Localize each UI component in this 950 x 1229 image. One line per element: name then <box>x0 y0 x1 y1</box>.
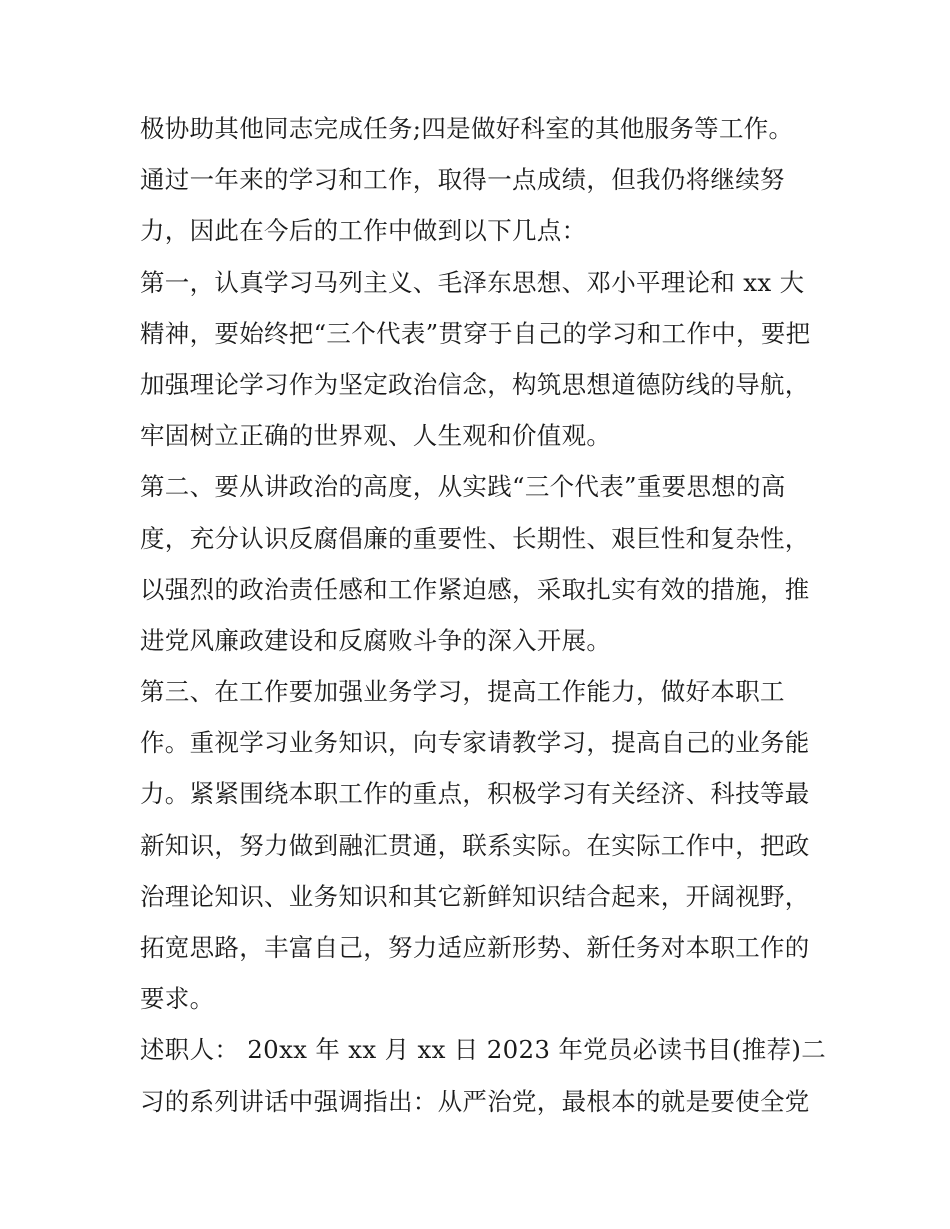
body-text <box>140 103 827 1127</box>
text-line: 力。紧紧围绕本职工作的重点，积极学习有关经济、科技等最 <box>140 779 810 809</box>
text-line: 通过一年来的学习和工作，取得一点成绩，但我仍将继续努 <box>140 165 785 195</box>
text-line: 极协助其他同志完成任务;四是做好科室的其他服务等工作。 <box>140 114 794 143</box>
text-line: 精神，要始终把“三个代表”贯穿于自己的学习和工作中，要把 <box>140 318 811 348</box>
text-line: 度，充分认识反腐倡廉的重要性、长期性、艰巨性和复杂性， <box>140 523 810 553</box>
text-line: 新知识，努力做到融汇贯通，联系实际。在实际工作中，把政 <box>140 830 810 860</box>
text-line: 拓宽思路，丰富自己，努力适应新形势、新任务对本职工作的 <box>140 933 810 962</box>
text-line: 作。重视学习业务知识，向专家请教学习，提高自己的业务能 <box>140 728 810 758</box>
text-line: 第二、要从讲政治的高度，从实践“三个代表”重要思想的高 <box>140 472 786 502</box>
text-line: 力，因此在今后的工作中做到以下几点： <box>140 216 587 246</box>
text-line: 以强烈的政治责任感和工作紧迫感，采取扎实有效的措施，推 <box>140 574 810 604</box>
text-line: 第一，认真学习马列主义、毛泽东思想、邓小平理论和 xx 大 <box>140 267 805 297</box>
text-line: 第三、在工作要加强业务学习，提高工作能力，做好本职工 <box>140 677 785 707</box>
text-line: 进党风廉政建设和反腐败斗争的深入开展。 <box>140 625 612 655</box>
text-line: 牢固树立正确的世界观、人生观和价值观。 <box>140 421 612 451</box>
text-line: 治理论知识、业务知识和其它新鲜知识结合起来，开阔视野， <box>140 881 810 911</box>
text-line: 习的系列讲话中强调指出：从严治党，最根本的就是要使全党 <box>140 1086 810 1116</box>
text-line: 加强理论学习作为坚定政治信念，构筑思想道德防线的导航， <box>140 369 810 399</box>
text-line: 要求。 <box>140 984 215 1014</box>
signature-line: 述职人： 20xx 年 xx 月 xx 日 2023 年党员必读书目(推荐)二 <box>140 1035 827 1065</box>
